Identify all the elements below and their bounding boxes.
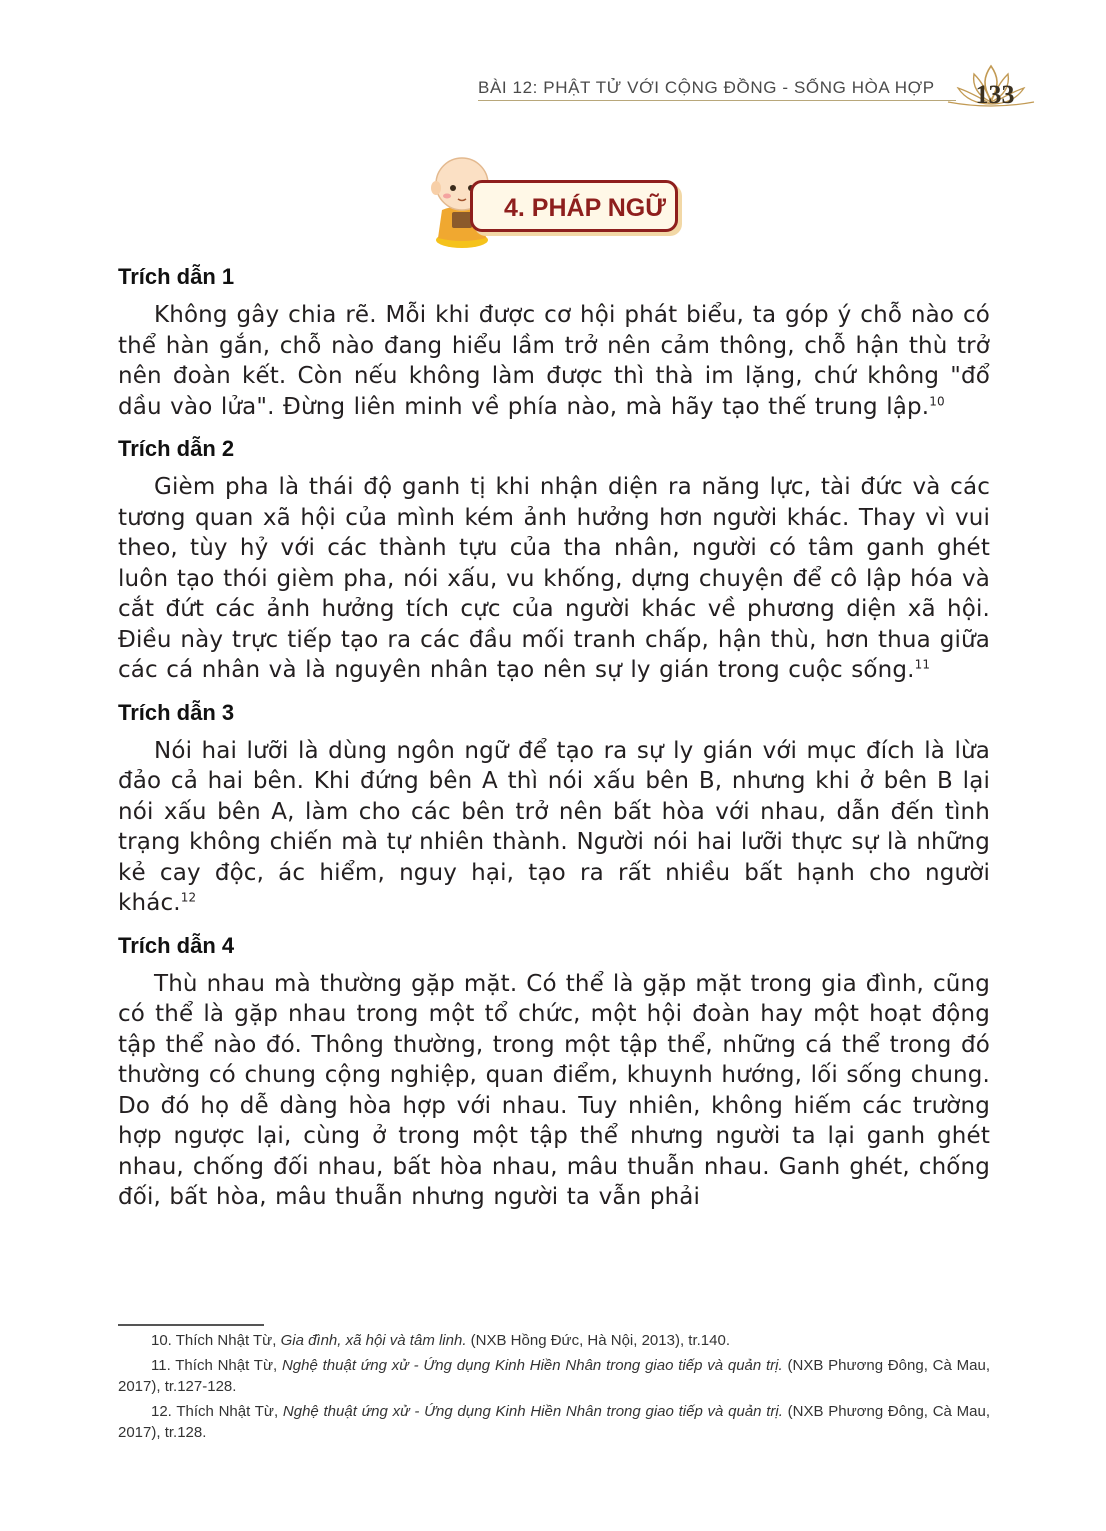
quote-paragraph: Gièm pha là thái độ ganh tị khi nhận diện ra năng lực, tài đức và các tương quan xã hội của mình kém ảnh hưởng hơn người khác. Thay vì vui theo, tùy hỷ với các thành tựu của tha nhân, người có tâm ganh ghét luôn tạo thói gièm pha, nói xấu, vu khống, dựng chuyện để cô lập hóa và cắt đứt các ảnh hưởng tích cực của người khác về phương diện xã hội. Điều này trực tiếp tạo ra các đầu mối tranh chấp, hận thù, hơn thua giữa các cá nhân và là nguyên nhân tạo nên sự ly gián trong cuộc sống.$^{11}$ (118, 474, 990, 683)
quote-3 (118, 698, 990, 919)
footnote-book-title: Gia đình, xã hội và tâm linh. (280, 1332, 467, 1349)
footnote-book-title: Nghệ thuật ứng xử - Ứng dụng Kinh Hiền Nhân trong giao tiếp và quản trị. (282, 1402, 783, 1420)
quote-heading: Trích dẫn 2 (118, 436, 235, 461)
quote-paragraph: Không gây chia rẽ. Mỗi khi được cơ hội phát biểu, ta góp ý chỗ nào có thể hàn gắn, chỗ nào đang hiểu lầm trở nên cảm thông, chỗ hận thù trở nên đoàn kết. Còn nếu không làm được thì thà im lặng, chứ không "đổ dầu vào lửa". Đừng liên minh về phía nào, mà hãy tạo thế trung lập.$^{10}$ (118, 302, 990, 420)
footnote-12: 12. Thích Nhật Từ, Nghệ thuật ứng xử - Ứng dụng Kinh Hiền Nhân trong giao tiếp và quản trị. (NXB Phương Đông, Cà Mau, 2017), tr.128. (118, 1402, 990, 1441)
footnote-10: 10. Thích Nhật Từ, Gia đình, xã hội và tâm linh. (NXB Hồng Đức, Hà Nội, 2013), tr.140. (151, 1332, 730, 1349)
quote-heading: Trích dẫn 3 (118, 699, 235, 725)
quote-heading: Trích dẫn 1 (118, 264, 235, 289)
quote-paragraph: Thù nhau mà thường gặp mặt. Có thể là gặp mặt trong gia đình, cũng có thể là gặp nhau trong một tổ chức, một hội đoàn hay một hoạt động tập thể nào đó. Thông thường, trong một tập thể, những cá thể trong đó thường có chung cộng nghiệp, quan điểm, khuynh hướng, lối sống chung. Do đó họ dễ dàng hòa hợp với nhau. Tuy nhiên, không hiếm các trường hợp ngược lại, cùng ở trong một tập thể nhưng người ta lại ganh ghét nhau, chống đối nhau, bất hòa nhau, mâu thuẫn nhau. Ganh ghét, chống đối, bất hòa, mâu thuẫn nhưng người ta vẫn phải (118, 970, 990, 1210)
footnote-11: 11. Thích Nhật Từ, Nghệ thuật ứng xử - Ứng dụng Kinh Hiền Nhân trong giao tiếp và quản trị. (NXB Phương Đông, Cà Mau, 2017), tr.127-128. (118, 1356, 990, 1395)
running-header-title: BÀI 12: PHẬT TỬ VỚI CỘNG ĐỒNG - SỐNG HÒA HỢP (478, 78, 935, 97)
footnote-book-title: Nghệ thuật ứng xử - Ứng dụng Kinh Hiền Nhân trong giao tiếp và quản trị. (281, 1356, 783, 1374)
quote-4 (118, 931, 990, 1213)
footnote-ref: 11 (914, 657, 931, 672)
footnote-ref: 10 (929, 393, 945, 408)
section-title: 4. PHÁP NGỮ (504, 194, 666, 222)
quote-1 (118, 262, 990, 422)
quote-heading: Trích dẫn 4 (118, 932, 235, 958)
quote-list (118, 262, 990, 1225)
footnotes (118, 1330, 990, 1447)
footnote-ref: 12 (180, 890, 197, 905)
quote-paragraph: Nói hai lưỡi là dùng ngôn ngữ để tạo ra sự ly gián với mục đích là lừa đảo cả hai bên. Khi đứng bên A thì nói xấu bên B, nhưng khi ở bên B lại nói xấu bên A, làm cho các bên trở nên bất hòa với nhau, dẫn đến tình trạng không chiến mà tự nhiên thành. Người nói hai lưỡi thực sự là những kẻ cay độc, ác hiểm, nguy hại, tạo ra rất nhiều bất hạnh cho người khác.$^{12}$ (118, 737, 990, 916)
page-number: 133 (975, 80, 1015, 109)
quote-2 (118, 434, 990, 686)
footnote-rule (118, 1324, 264, 1326)
header-rule (478, 100, 956, 101)
